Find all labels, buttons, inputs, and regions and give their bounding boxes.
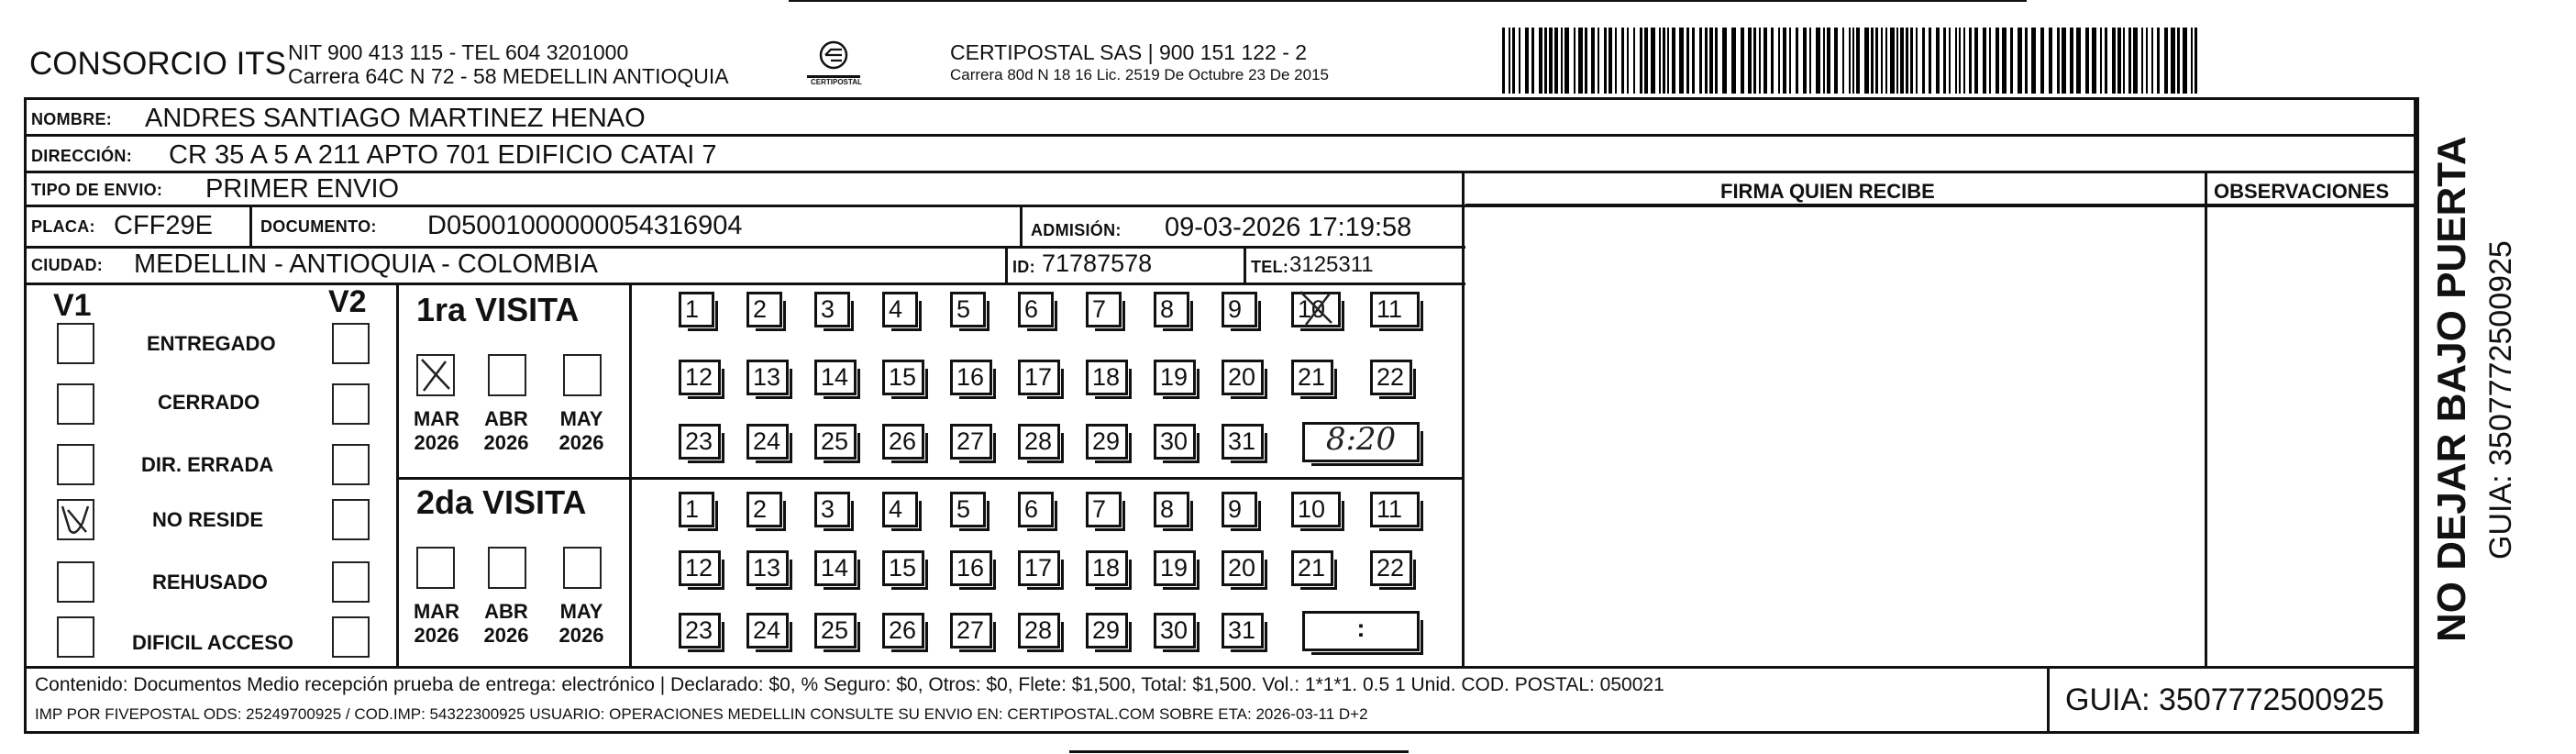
contenido-line: Contenido: Documentos Medio recepción prueba de entrega: electrónico | Declarado: $0, % Seguro: $0, Otros: $0, Flete: $1,500, Total: $1,500. Vol.: 1*1*1. 0.5 1 Unid. COD. POSTAL: 050021 [35, 674, 1664, 695]
second-day-21[interactable]: 21 [1291, 550, 1333, 586]
side-guia: GUIA: 3507772500925 [2483, 240, 2518, 560]
first-day-9[interactable]: 9 [1222, 292, 1257, 327]
barcode-bar [1554, 28, 1558, 94]
v1-checkbox-entregado[interactable] [57, 323, 94, 364]
barcode-bar [1916, 28, 1918, 94]
first-day-10[interactable]: 10 [1291, 292, 1341, 327]
v1-checkbox-rehusado[interactable] [57, 561, 94, 603]
barcode-bar [1621, 28, 1624, 94]
barcode-bar [1604, 28, 1607, 94]
second-month-abr-checkbox[interactable] [488, 547, 526, 589]
barcode-bar [1996, 28, 1999, 94]
barcode-bar [1591, 28, 1595, 94]
barcode-bar [1748, 28, 1752, 94]
ciudad-label: CIUDAD: [31, 256, 104, 274]
barcode-bar [1989, 28, 1991, 94]
barcode-bar [1686, 28, 1689, 94]
v2-checkbox-entregado[interactable] [332, 323, 370, 364]
barcode-bar [1955, 28, 1957, 94]
barcode-bar [1519, 28, 1520, 94]
barcode-bar [1709, 28, 1713, 94]
second-month-mar-checkbox[interactable] [416, 547, 455, 589]
barcode-bar [2057, 28, 2060, 94]
barcode-bar [1722, 28, 1727, 94]
second-day-24[interactable]: 24 [746, 613, 789, 649]
placa-value: CFF29E [114, 211, 213, 240]
second-day-29[interactable]: 29 [1086, 613, 1128, 649]
first-visit-label: 1ra VISITA [416, 291, 580, 328]
first-day-16[interactable]: 16 [950, 360, 992, 395]
barcode-bar [1856, 28, 1860, 94]
certipostal-logo [803, 39, 864, 90]
barcode-bar [1659, 28, 1661, 94]
second-day-8[interactable]: 8 [1154, 492, 1189, 527]
cross-mark-icon [418, 356, 453, 394]
barcode-bar [1929, 28, 1931, 94]
barcode-bar [1574, 28, 1575, 94]
barcode-bar [1763, 28, 1767, 94]
second-day-27[interactable]: 27 [950, 613, 992, 649]
tipo-envio-value: PRIMER ENVIO [205, 174, 400, 204]
second-day-9[interactable]: 9 [1222, 492, 1257, 527]
barcode-bar [1890, 28, 1895, 94]
barcode-bar [1667, 28, 1669, 94]
first-day-30[interactable]: 30 [1154, 424, 1196, 460]
v1-checkbox-no-reside[interactable] [57, 499, 94, 540]
guia-box: GUIA: 3507772500925 [2065, 682, 2384, 717]
second-visit-label: 2da VISITA [416, 483, 587, 521]
first-day-24[interactable]: 24 [746, 424, 789, 460]
barcode-bar [2092, 28, 2096, 94]
direccion-value: CR 35 A 5 A 211 APTO 701 EDIFICIO CATAI 7 [169, 140, 717, 170]
barcode-bar [2146, 28, 2148, 94]
barcode-bar [2076, 28, 2081, 94]
second-day-16[interactable]: 16 [950, 550, 992, 586]
barcode-bar [2141, 28, 2143, 94]
barcode-bar [2164, 28, 2168, 94]
first-day-20[interactable]: 20 [1222, 360, 1264, 395]
barcode-bar [1881, 28, 1883, 94]
barcode-bar [2177, 28, 2180, 94]
first-day-6[interactable]: 6 [1018, 292, 1054, 327]
barcode-bar [2112, 28, 2116, 94]
first-day-14[interactable]: 14 [814, 360, 857, 395]
nombre-value: ANDRES SANTIAGO MARTINEZ HENAO [145, 104, 646, 133]
second-day-2[interactable]: 2 [746, 492, 782, 527]
second-day-3[interactable]: 3 [814, 492, 850, 527]
tipo-envio-label: TIPO DE ENVIO: [31, 181, 163, 199]
first-month-abr-label: ABR 2026 [483, 407, 529, 454]
barcode-bar [2100, 28, 2102, 94]
barcode-bar [1502, 28, 1505, 94]
status-option-rehusado: REHUSADO [152, 571, 268, 593]
first-day-27[interactable]: 27 [950, 424, 992, 460]
barcode-bar [1672, 28, 1675, 94]
second-day-6[interactable]: 6 [1018, 492, 1054, 527]
second-month-may-label: MAY 2026 [558, 600, 604, 647]
second-day-4[interactable]: 4 [882, 492, 918, 527]
barcode-bar [1627, 28, 1629, 94]
barcode-bar [1663, 28, 1665, 94]
barcode-bar [1842, 28, 1844, 94]
barcode-bar [1864, 28, 1869, 94]
id-label: ID: [1012, 258, 1035, 276]
barcode-bar [2040, 28, 2044, 94]
barcode-bar [1969, 28, 1972, 94]
first-day-12[interactable]: 12 [679, 360, 721, 395]
v2-checkbox-dificil-acceso[interactable] [332, 616, 370, 658]
barcode-bar [1771, 28, 1774, 94]
barcode-bar [1731, 28, 1736, 94]
second-day-25[interactable]: 25 [814, 613, 857, 649]
logo-text: CERTIPOSTAL [811, 78, 862, 86]
barcode-bar [2133, 28, 2138, 94]
barcode-bar [1578, 28, 1583, 94]
barcode-bar [1512, 28, 1515, 94]
first-day-5[interactable]: 5 [950, 292, 986, 327]
second-month-abr-label: ABR 2026 [483, 600, 529, 647]
top-edge-line [789, 0, 2027, 2]
second-day-12[interactable]: 12 [679, 550, 721, 586]
id-value: 71787578 [1042, 249, 1153, 277]
first-time-handwritten: 8:20 [1325, 421, 1397, 458]
second-day-10[interactable]: 10 [1291, 492, 1341, 527]
first-day-7[interactable]: 7 [1086, 292, 1122, 327]
barcode-bar [1900, 28, 1904, 94]
barcode-bar [2123, 28, 2125, 94]
barcode-bar [1544, 28, 1547, 94]
barcode-bar [2031, 28, 2036, 94]
first-day-3[interactable]: 3 [814, 292, 850, 327]
barcode-bar [1910, 28, 1913, 94]
first-month-may-checkbox[interactable] [563, 354, 602, 396]
barcode-bar [2195, 28, 2197, 94]
barcode-bar [1633, 28, 1635, 94]
v2-checkbox-cerrado[interactable] [332, 383, 370, 425]
barcode-bar [1849, 28, 1851, 94]
second-day-28[interactable]: 28 [1018, 613, 1060, 649]
second-day-26[interactable]: 26 [882, 613, 924, 649]
second-day-1[interactable]: 1 [679, 492, 714, 527]
barcode-bar [2128, 28, 2131, 94]
v2-label: V2 [328, 284, 367, 319]
status-option-dir-errada: DIR. ERRADA [141, 453, 274, 476]
barcode-bar [1679, 28, 1684, 94]
barcode-bar [1871, 28, 1874, 94]
second-day-30[interactable]: 30 [1154, 613, 1196, 649]
barcode-bar [2002, 28, 2007, 94]
barcode-bar [1816, 28, 1820, 94]
status-option-entregado: ENTREGADO [147, 332, 276, 355]
second-time-field[interactable]: : [1302, 611, 1420, 651]
barcode-bar [1615, 28, 1617, 94]
first-day-22[interactable]: 22 [1370, 360, 1412, 395]
first-day-26[interactable]: 26 [882, 424, 924, 460]
barcode-bar [1525, 28, 1529, 94]
first-month-mar-label: MAR 2026 [413, 407, 460, 454]
second-day-22[interactable]: 22 [1370, 550, 1412, 586]
imp-line: IMP POR FIVEPOSTAL ODS: 25249700925 / COD.IMP: 54322300925 USUARIO: OPERACIONES MEDELLIN CONSULTE SU ENVIO EN: CERTIPOSTAL.COM SOBRE ETA: 2026-03-11 D+2 [35, 705, 1368, 723]
barcode-bar [2025, 28, 2028, 94]
first-month-may-label: MAY 2026 [558, 407, 604, 454]
tel-label: TEL: [1251, 258, 1289, 276]
barcode-bar [1585, 28, 1587, 94]
barcode-bar [1852, 28, 1854, 94]
barcode-bar [1789, 28, 1791, 94]
nombre-label: NOMBRE: [31, 110, 113, 128]
barcode-bar [1885, 28, 1887, 94]
first-day-11[interactable]: 11 [1370, 292, 1420, 327]
first-day-4[interactable]: 4 [882, 292, 918, 327]
barcode-bar [1598, 28, 1599, 94]
barcode-bar [2183, 28, 2187, 94]
barcode-bar [1609, 28, 1612, 94]
admision-label: ADMISIÓN: [1031, 221, 1122, 239]
barcode-bar [1531, 28, 1534, 94]
v2-checkbox-rehusado[interactable] [332, 561, 370, 603]
second-day-14[interactable]: 14 [814, 550, 857, 586]
first-day-8[interactable]: 8 [1154, 292, 1189, 327]
first-day-17[interactable]: 17 [1018, 360, 1060, 395]
barcode-bar [2157, 28, 2160, 94]
second-month-may-checkbox[interactable] [563, 547, 602, 589]
barcode-bar [1640, 28, 1642, 94]
first-day-21[interactable]: 21 [1291, 360, 1333, 395]
barcode-bar [1692, 28, 1695, 94]
first-day-2[interactable]: 2 [746, 292, 782, 327]
barcode-bar [1983, 28, 1986, 94]
first-day-23[interactable]: 23 [679, 424, 721, 460]
barcode-bar [1834, 28, 1838, 94]
day-marked-icon [1295, 286, 1339, 332]
barcode-bar [2049, 28, 2052, 94]
barcode-bar [1778, 28, 1780, 94]
status-option-cerrado: CERRADO [158, 391, 260, 414]
second-day-11[interactable]: 11 [1370, 492, 1420, 527]
barcode-bar [1759, 28, 1761, 94]
v1-label: V1 [53, 288, 92, 323]
second-day-17[interactable]: 17 [1018, 550, 1060, 586]
barcode-bar [1974, 28, 1978, 94]
barcode-bar [1906, 28, 1908, 94]
barcode-graphic [1502, 28, 2199, 94]
tel-value: 3125311 [1289, 252, 1374, 277]
barcode-bar [1922, 28, 1925, 94]
second-day-19[interactable]: 19 [1154, 550, 1196, 586]
barcode-bar [2010, 28, 2013, 94]
barcode-bar [1783, 28, 1786, 94]
barcode-bar [2117, 28, 2121, 94]
first-month-abr-checkbox[interactable] [488, 354, 526, 396]
barcode-bar [1561, 28, 1563, 94]
barcode-bar [1959, 28, 1961, 94]
barcode-bar [1539, 28, 1542, 94]
second-day-18[interactable]: 18 [1086, 550, 1128, 586]
barcode-bar [1644, 28, 1648, 94]
admision-value: 09-03-2026 17:19:58 [1165, 213, 1412, 242]
side-warning: NO DEJAR BAJO PUERTA [2429, 136, 2474, 642]
second-day-13[interactable]: 13 [746, 550, 789, 586]
first-day-31[interactable]: 31 [1222, 424, 1264, 460]
barcode-bar [2171, 28, 2175, 94]
documento-label: DOCUMENTO: [260, 217, 377, 236]
barcode-bar [1936, 28, 1940, 94]
barcode-bar [1949, 28, 1951, 94]
barcode-bar [1705, 28, 1708, 94]
barcode-bar [1896, 28, 1898, 94]
ciudad-value: MEDELLIN - ANTIOQUIA - COLOMBIA [134, 249, 598, 279]
v1-checkbox-dir-errada[interactable] [57, 444, 94, 485]
v1-checkbox-cerrado[interactable] [57, 383, 94, 425]
documento-value: D05001000000054316904 [427, 211, 743, 240]
barcode-bar [1827, 28, 1830, 94]
status-option-dificil-acceso: DIFICIL ACCESO [132, 631, 294, 654]
bottom-tear-line [1069, 750, 1409, 753]
barcode-bar [2105, 28, 2107, 94]
barcode-bar [1963, 28, 1965, 94]
barcode-bar [2151, 28, 2153, 94]
barcode-bar [2191, 28, 2193, 94]
observaciones-label: OBSERVACIONES [2214, 180, 2390, 203]
barcode [1502, 28, 2199, 94]
barcode-bar [1715, 28, 1718, 94]
barcode-bar [1549, 28, 1553, 94]
v2-checkbox-no-reside[interactable] [332, 499, 370, 540]
second-day-31[interactable]: 31 [1222, 613, 1264, 649]
first-day-18[interactable]: 18 [1086, 360, 1128, 395]
status-option-no-reside: NO RESIDE [152, 508, 264, 531]
barcode-bar [1875, 28, 1878, 94]
first-month-mar-checkbox[interactable] [416, 354, 455, 396]
barcode-bar [1699, 28, 1702, 94]
second-day-5[interactable]: 5 [950, 492, 986, 527]
barcode-bar [1651, 28, 1655, 94]
barcode-bar [1823, 28, 1825, 94]
barcode-bar [1796, 28, 1798, 94]
barcode-bar [1741, 28, 1744, 94]
company-nit: NIT 900 413 115 - TEL 604 3201000 [288, 40, 629, 64]
first-day-1[interactable]: 1 [679, 292, 714, 327]
direccion-label: DIRECCIÓN: [31, 147, 132, 165]
company-address: Carrera 64C N 72 - 58 MEDELLIN ANTIOQUIA [288, 64, 729, 88]
first-day-19[interactable]: 19 [1154, 360, 1196, 395]
barcode-bar [1803, 28, 1807, 94]
first-time-field[interactable] [1302, 422, 1420, 462]
first-day-15[interactable]: 15 [882, 360, 924, 395]
second-month-mar-label: MAR 2026 [413, 600, 460, 647]
carrier-name: CERTIPOSTAL SAS | 900 151 122 - 2 [950, 40, 1308, 64]
v1-checkbox-dificil-acceso[interactable] [57, 616, 94, 658]
barcode-bar [1509, 28, 1510, 94]
second-day-20[interactable]: 20 [1222, 550, 1264, 586]
first-day-13[interactable]: 13 [746, 360, 789, 395]
barcode-bar [2018, 28, 2022, 94]
first-day-28[interactable]: 28 [1018, 424, 1060, 460]
second-day-15[interactable]: 15 [882, 550, 924, 586]
second-day-7[interactable]: 7 [1086, 492, 1122, 527]
first-day-29[interactable]: 29 [1086, 424, 1128, 460]
firma-label: FIRMA QUIEN RECIBE [1720, 180, 1935, 203]
placa-label: PLACA: [31, 217, 95, 236]
carrier-address: Carrera 80d N 18 16 Lic. 2519 De Octubre 23 De 2015 [950, 66, 1329, 83]
barcode-bar [1564, 28, 1569, 94]
barcode-bar [2070, 28, 2073, 94]
v2-checkbox-dir-errada[interactable] [332, 444, 370, 485]
first-day-25[interactable]: 25 [814, 424, 857, 460]
barcode-bar [1943, 28, 1946, 94]
barcode-bar [2085, 28, 2089, 94]
barcode-bar [1809, 28, 1811, 94]
company-name: CONSORCIO ITS [29, 46, 287, 82]
barcode-bar [1753, 28, 1756, 94]
second-day-23[interactable]: 23 [679, 613, 721, 649]
check-mark-icon [59, 501, 93, 538]
barcode-bar [2062, 28, 2066, 94]
